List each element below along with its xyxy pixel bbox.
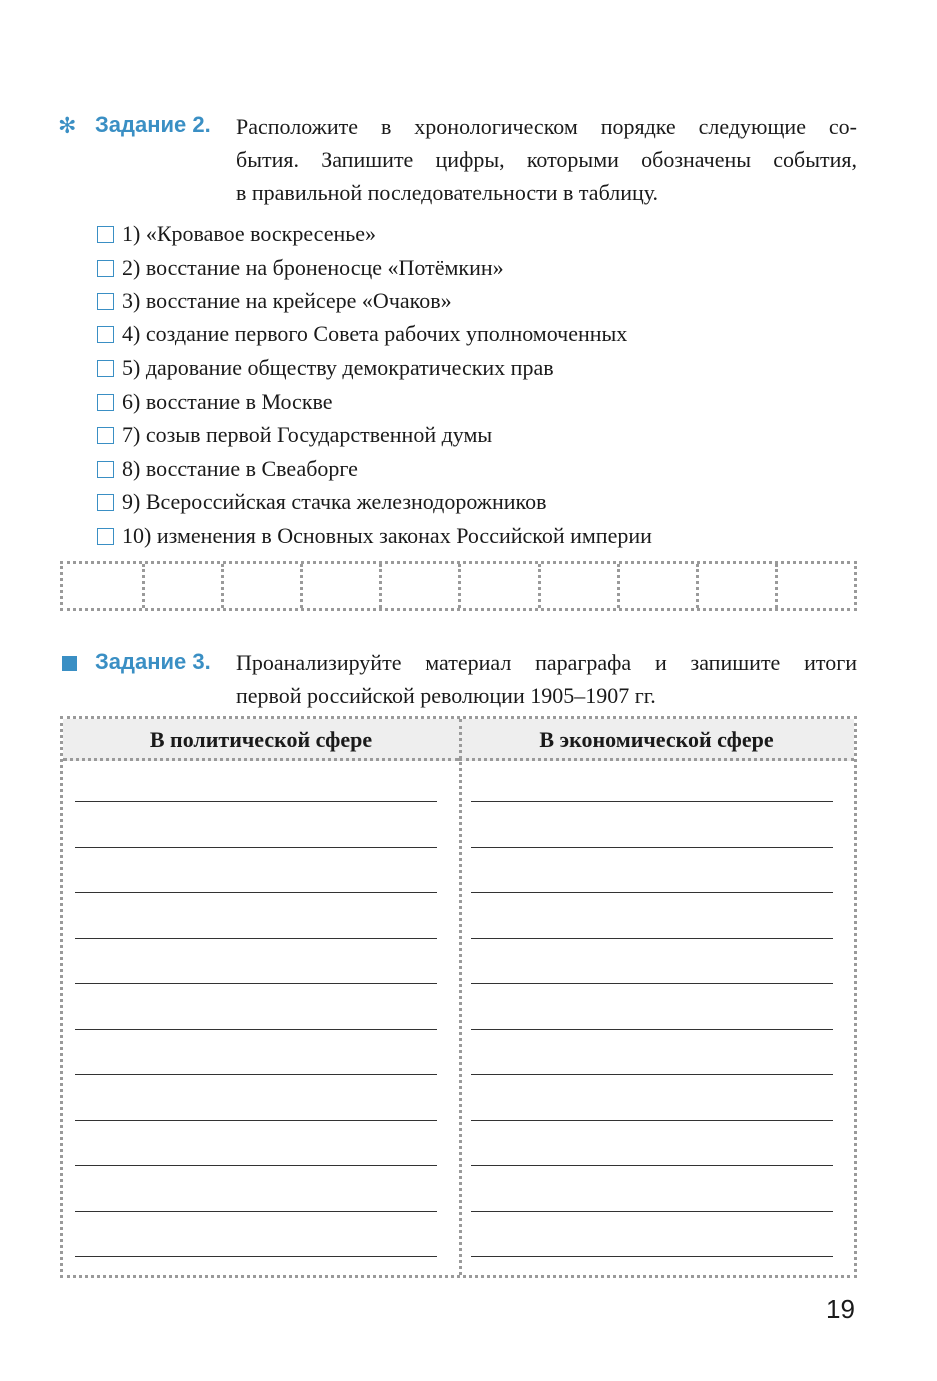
checkbox[interactable] bbox=[97, 226, 114, 243]
answer-cell[interactable] bbox=[538, 564, 617, 608]
checkbox[interactable] bbox=[97, 360, 114, 377]
list-item bbox=[97, 488, 547, 516]
list-item bbox=[97, 287, 452, 315]
task2-heading: Задание 2. bbox=[95, 112, 211, 137]
results-table bbox=[60, 716, 857, 1278]
answer-cell[interactable] bbox=[458, 564, 537, 608]
answer-line[interactable] bbox=[471, 1256, 833, 1257]
answer-line[interactable] bbox=[75, 801, 437, 802]
list-item bbox=[97, 421, 492, 449]
checkbox[interactable] bbox=[97, 260, 114, 277]
event-label: 2) восстание на броненосце «Потёмкин» bbox=[122, 255, 504, 280]
column-header-economic: В экономической сфере bbox=[459, 719, 854, 761]
answer-cell[interactable] bbox=[696, 564, 775, 608]
answer-line[interactable] bbox=[75, 1256, 437, 1257]
answer-line[interactable] bbox=[471, 1211, 833, 1212]
answer-line[interactable] bbox=[471, 1165, 833, 1166]
task2-instruction-line-2: бытия. Запишите цифры, которыми обозначены события, bbox=[236, 147, 857, 172]
square-bullet-icon bbox=[62, 656, 77, 671]
star-icon: ✻ bbox=[58, 114, 77, 139]
list-item bbox=[97, 388, 333, 416]
checkbox[interactable] bbox=[97, 494, 114, 511]
answer-grid bbox=[60, 561, 857, 611]
list-item bbox=[97, 455, 358, 483]
task2-instruction-line-1: Расположите в хронологическом порядке следующие со- bbox=[236, 114, 857, 139]
checkbox[interactable] bbox=[97, 427, 114, 444]
answer-line[interactable] bbox=[471, 892, 833, 893]
list-item bbox=[97, 220, 376, 248]
list-item bbox=[97, 522, 652, 550]
task3-instruction-line-2: первой российской революции 1905–1907 гг. bbox=[236, 683, 656, 708]
answer-cell[interactable] bbox=[775, 564, 854, 608]
answer-line[interactable] bbox=[471, 938, 833, 939]
task2-instruction-line-3: в правильной последовательности в таблицу. bbox=[236, 180, 659, 205]
event-label: 3) восстание на крейсере «Очаков» bbox=[122, 288, 452, 313]
answer-line[interactable] bbox=[471, 1074, 833, 1075]
event-label: 8) восстание в Свеаборге bbox=[122, 456, 358, 481]
event-label: 7) созыв первой Государственной думы bbox=[122, 422, 493, 447]
answer-cell[interactable] bbox=[617, 564, 696, 608]
answer-line[interactable] bbox=[471, 1029, 833, 1030]
answer-line[interactable] bbox=[471, 847, 833, 848]
checkbox[interactable] bbox=[97, 394, 114, 411]
event-label: 9) Всероссийская стачка железнодорожников bbox=[122, 489, 547, 514]
list-item bbox=[97, 254, 504, 282]
column-header-political: В политической сфере bbox=[63, 719, 459, 761]
answer-line[interactable] bbox=[75, 1074, 437, 1075]
task3-instruction-line-1: Проанализируйте материал параграфа и запишите итоги bbox=[236, 650, 857, 675]
event-label: 5) дарование обществу демократических прав bbox=[122, 355, 554, 380]
answer-cell[interactable] bbox=[379, 564, 458, 608]
list-item bbox=[97, 354, 554, 382]
answer-line[interactable] bbox=[75, 847, 437, 848]
event-label: 1) «Кровавое воскресенье» bbox=[122, 221, 377, 246]
answer-line[interactable] bbox=[75, 892, 437, 893]
answer-cell[interactable] bbox=[221, 564, 300, 608]
answer-cell[interactable] bbox=[300, 564, 379, 608]
answer-line[interactable] bbox=[471, 1120, 833, 1121]
page-number: 19 bbox=[826, 1294, 855, 1324]
checkbox[interactable] bbox=[97, 461, 114, 478]
task3-heading: Задание 3. bbox=[95, 649, 211, 674]
answer-line[interactable] bbox=[75, 938, 437, 939]
answer-cell[interactable] bbox=[142, 564, 221, 608]
checkbox[interactable] bbox=[97, 326, 114, 343]
answer-line[interactable] bbox=[471, 801, 833, 802]
event-label: 4) создание первого Совета рабочих уполномоченных bbox=[122, 321, 628, 346]
checkbox[interactable] bbox=[97, 293, 114, 310]
event-label: 6) восстание в Москве bbox=[122, 389, 333, 414]
list-item bbox=[97, 320, 627, 348]
answer-line[interactable] bbox=[75, 1120, 437, 1121]
event-label: 10) изменения в Основных законах Российской империи bbox=[122, 523, 652, 548]
answer-line[interactable] bbox=[75, 1165, 437, 1166]
column-divider bbox=[459, 719, 462, 1275]
answer-cell[interactable] bbox=[63, 564, 142, 608]
answer-line[interactable] bbox=[75, 1029, 437, 1030]
answer-line[interactable] bbox=[75, 983, 437, 984]
answer-line[interactable] bbox=[471, 983, 833, 984]
checkbox[interactable] bbox=[97, 528, 114, 545]
answer-line[interactable] bbox=[75, 1211, 437, 1212]
